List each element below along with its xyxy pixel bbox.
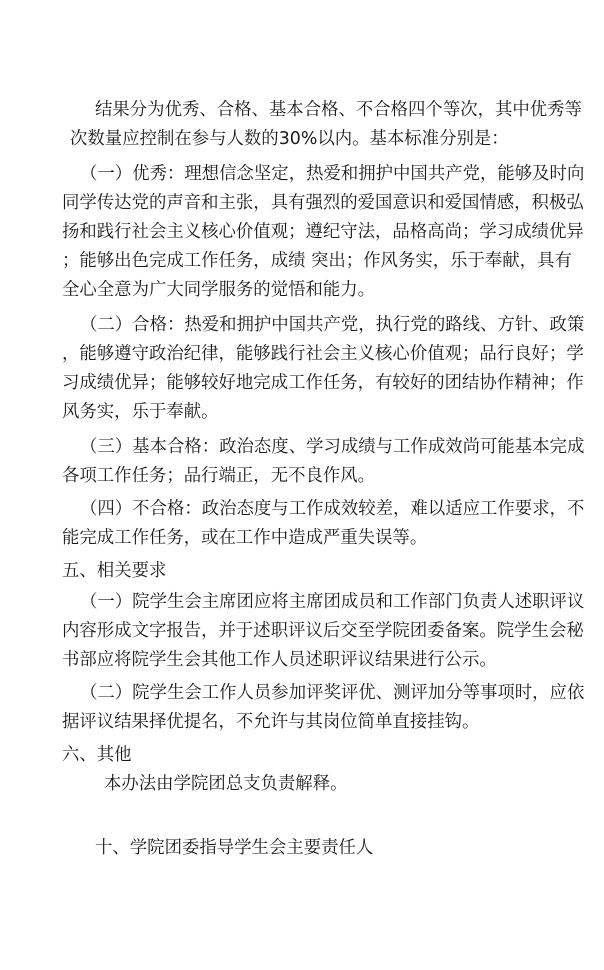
other-line-1: 本办法由学院团总支负责解释。	[104, 774, 348, 794]
excellent-line-1: （一）优秀：理想信念坚定，热爱和拥护中国共产党，能够及时向	[80, 164, 585, 184]
basic-line-1: （三）基本合格：政治态度、学习成绩与工作成效尚可能基本完成	[80, 437, 585, 457]
intro-line-1: 结果分为优秀、合格、基本合格、不合格四个等次，其中优秀等	[95, 100, 582, 120]
qualified-line-3: 习成绩优异；能够较好地完成工作任务，有较好的团结协作精神；作	[62, 373, 584, 393]
basic-line-2: 各项工作任务；品行端正，无不良作风。	[62, 466, 376, 486]
section-6-heading: 六、其他	[62, 745, 132, 765]
excellent-line-3: 扬和践行社会主义核心价值观；遵纪守法，品格高尚；学习成绩优异	[62, 222, 584, 242]
requirement-2-line-1: （二）院学生会工作人员参加评奖评优、测评加分等事项时，应依	[80, 683, 585, 703]
intro-line-2: 次数量应控制在参与人数的30%以内。基本标准分别是：	[70, 129, 509, 149]
qualified-line-2: ，能够遵守政治纪律，能够践行社会主义核心价值观；品行良好；学	[62, 344, 584, 364]
unqualified-line-2: 能完成工作任务，或在工作中造成严重失误等。	[62, 528, 428, 548]
excellent-line-5: 全心全意为广大同学服务的觉悟和能力。	[62, 280, 376, 300]
requirement-1-line-1: （一）院学生会主席团应将主席团成员和工作部门负责人述职评议	[80, 592, 585, 612]
requirement-2-line-2: 据评议结果择优提名，不允许与其岗位简单直接挂钩。	[62, 712, 480, 732]
section-10-heading: 十、学院团委指导学生会主要责任人	[95, 838, 374, 858]
qualified-line-4: 风务实，乐于奉献。	[62, 402, 219, 422]
requirement-1-line-2: 内容形成文字报告，并于述职评议后交至学院团委备案。院学生会秘	[62, 621, 584, 641]
requirement-1-line-3: 书部应将院学生会其他工作人员述职评议结果进行公示。	[62, 650, 497, 670]
section-5-heading: 五、相关要求	[62, 561, 167, 581]
excellent-line-4: ；能够出色完成工作任务，成绩 突出；作风务实，乐于奉献，具有	[62, 251, 572, 271]
unqualified-line-1: （四）不合格：政治态度与工作成效较差，难以适应工作要求，不	[80, 499, 585, 519]
excellent-line-2: 同学传达党的声音和主张，具有强烈的爱国意识和爱国情感，积极弘	[62, 193, 584, 213]
qualified-line-1: （二）合格：热爱和拥护中国共产党，执行党的路线、方针、政策	[80, 315, 585, 335]
